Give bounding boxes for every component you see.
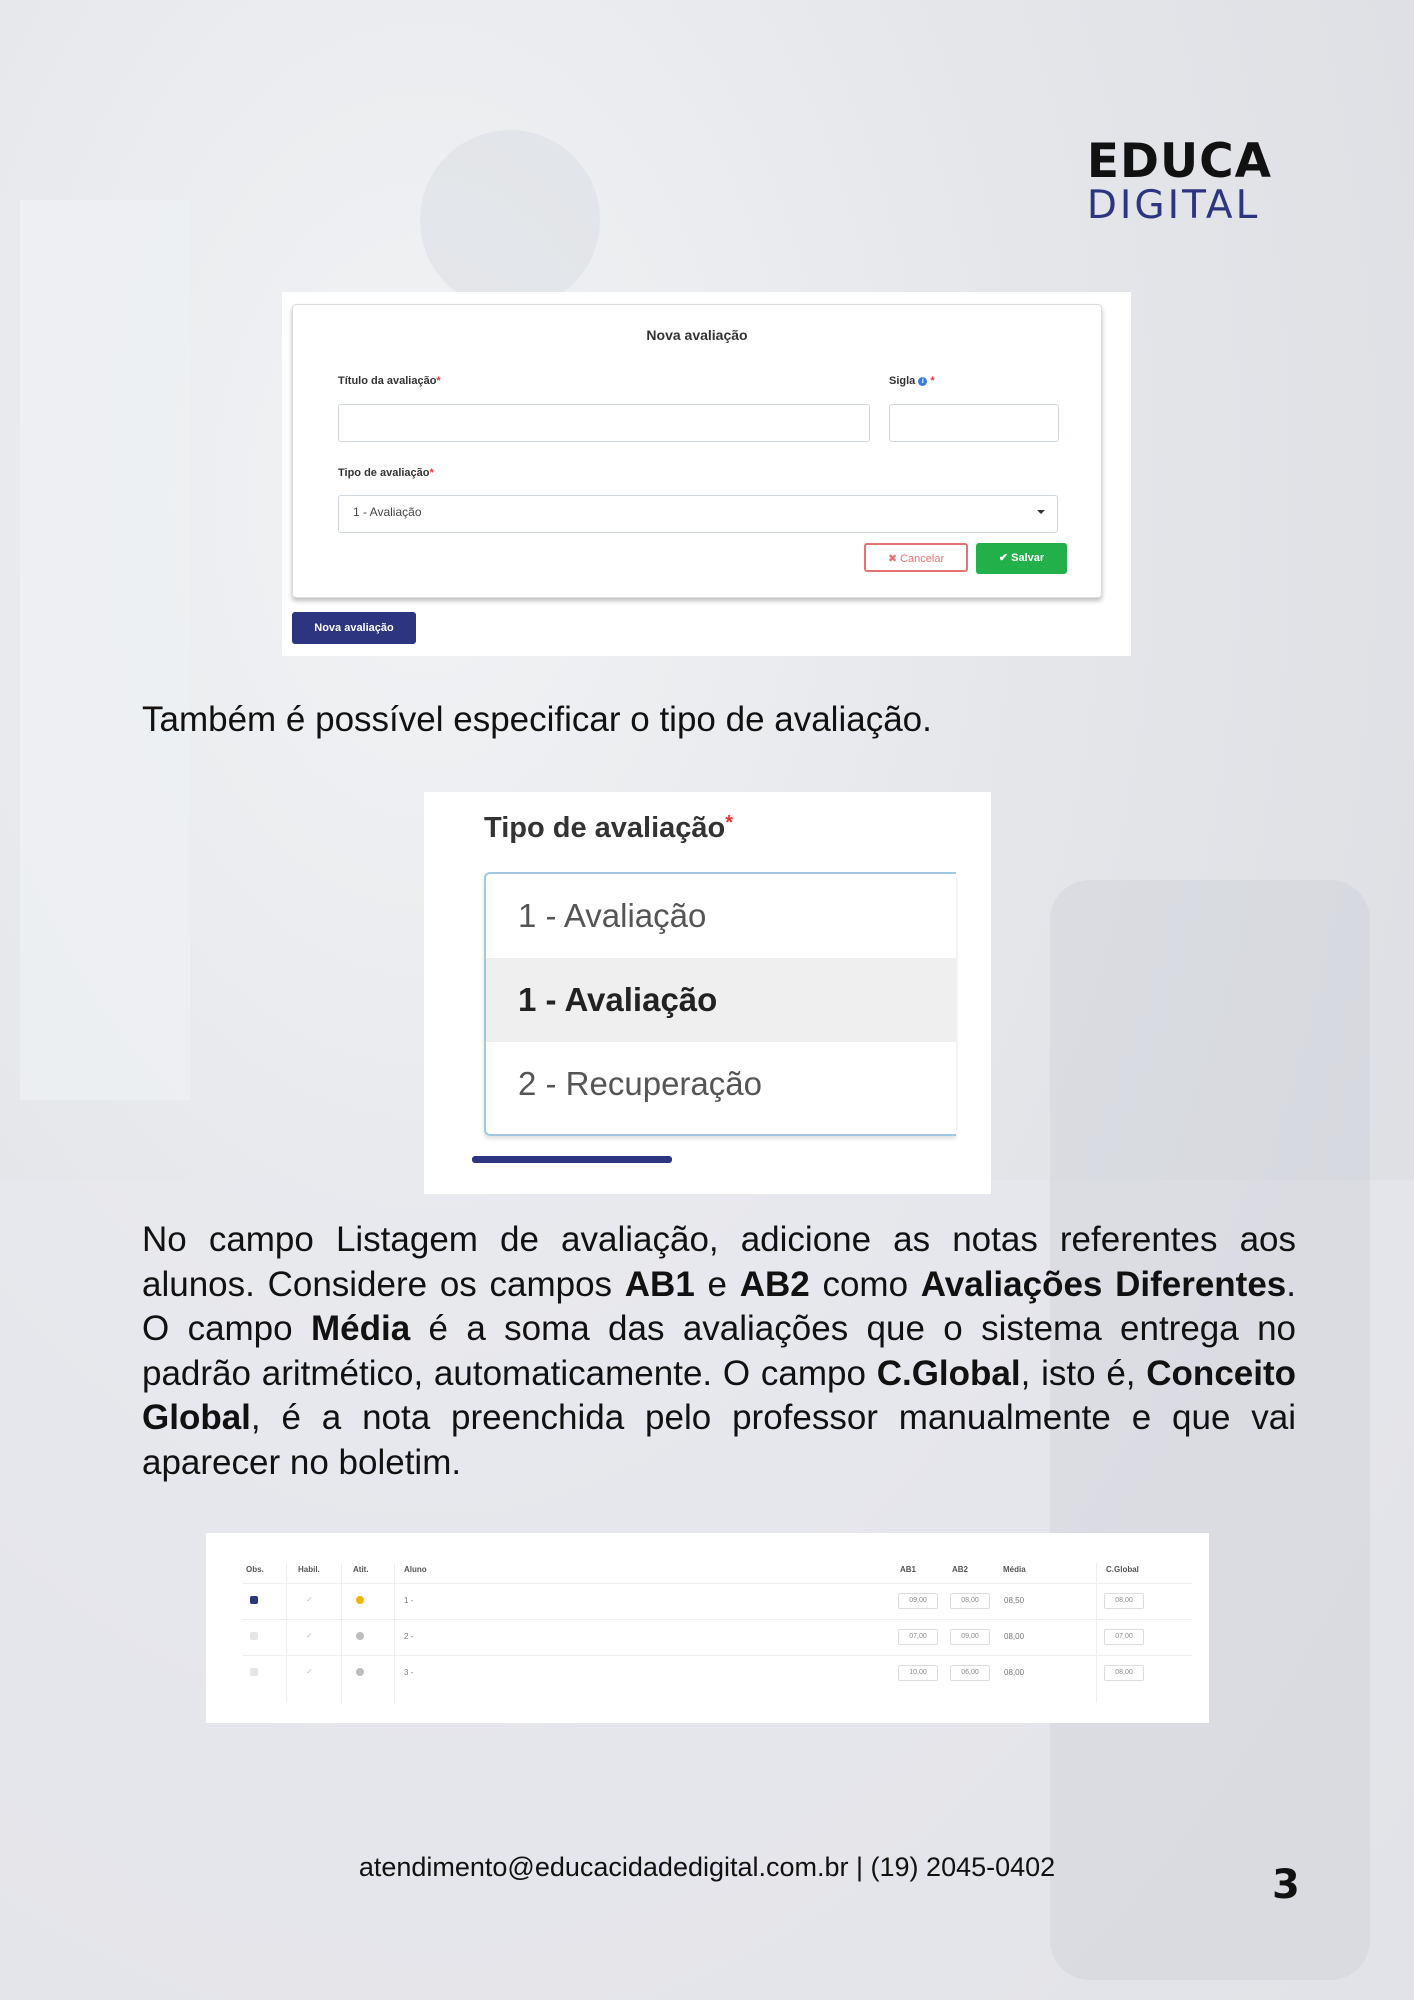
title-field-label-text: Título da avaliação bbox=[338, 375, 437, 387]
text: como bbox=[809, 1264, 921, 1304]
required-mark: * bbox=[436, 375, 441, 387]
col-header-cglobal: C.Global bbox=[1106, 1565, 1139, 1574]
col-header-atit: Atit. bbox=[353, 1565, 369, 1574]
bold-text: Média bbox=[310, 1309, 411, 1348]
cglobal-input[interactable]: 07,00 bbox=[1104, 1629, 1144, 1645]
paragraph-assessment-type: Também é possível especificar o tipo de avaliação. bbox=[142, 700, 932, 739]
ab1-input[interactable]: 10,00 bbox=[898, 1665, 938, 1681]
bold-text: AB2 bbox=[739, 1264, 810, 1304]
save-button[interactable]: ✔ Salvar bbox=[976, 543, 1067, 574]
required-mark: * bbox=[429, 467, 434, 479]
background-lamp bbox=[420, 130, 600, 310]
logo-top-text: EDUCA bbox=[1086, 134, 1272, 189]
media-value: 08,00 bbox=[1004, 1668, 1025, 1677]
modal-title: Nova avaliação bbox=[646, 327, 748, 343]
bold-text: AB1 bbox=[624, 1264, 695, 1304]
text: No campo Listagem de avaliação, adicione as notas referentes aos alunos. Considere os campos bbox=[142, 1220, 1296, 1304]
col-header-media: Média bbox=[1003, 1565, 1026, 1574]
assessment-type-dropdown-screenshot bbox=[424, 792, 991, 1194]
student-name: 2 - bbox=[404, 1632, 414, 1641]
student-name: 3 - bbox=[404, 1668, 414, 1677]
dropdown-option[interactable]: 2 - Recuperação bbox=[518, 1065, 762, 1102]
logo-bottom-text: DIGITAL bbox=[1086, 183, 1261, 228]
bold-text: Conceito Global bbox=[142, 1353, 1297, 1437]
check-icon: ✓ bbox=[306, 1631, 313, 1640]
column-divider bbox=[286, 1563, 287, 1703]
cglobal-input[interactable]: 08,00 bbox=[1104, 1665, 1144, 1681]
new-assessment-modal bbox=[292, 304, 1102, 598]
student-name: 1 - bbox=[404, 1596, 414, 1605]
button-edge bbox=[472, 1156, 672, 1163]
text: , isto é, bbox=[1020, 1353, 1147, 1393]
sigla-field-label-text: Sigla bbox=[889, 375, 916, 387]
title-field-label bbox=[338, 375, 441, 387]
dropdown-label-text: Tipo de avaliação bbox=[484, 812, 726, 844]
text: , é a nota preenchida pelo professor manualmente e que vai aparecer no boletim. bbox=[142, 1398, 1296, 1482]
caret-down-icon bbox=[1037, 510, 1045, 514]
required-mark: * bbox=[930, 375, 935, 387]
row-divider bbox=[242, 1655, 1192, 1656]
text: . O campo bbox=[142, 1264, 1296, 1348]
type-select-value: 1 - Avaliação bbox=[353, 505, 422, 519]
new-assessment-button[interactable]: Nova avaliação bbox=[292, 612, 416, 644]
media-value: 08,00 bbox=[1004, 1632, 1025, 1641]
type-field-label-text: Tipo de avaliação bbox=[338, 467, 430, 479]
row-divider bbox=[242, 1619, 1192, 1620]
text: e bbox=[694, 1264, 740, 1304]
educa-digital-logo bbox=[1086, 134, 1272, 228]
title-input[interactable] bbox=[338, 404, 870, 442]
col-header-habil: Habil. bbox=[298, 1565, 320, 1574]
page-number: 3 bbox=[1272, 1862, 1300, 1908]
media-value: 08,50 bbox=[1004, 1596, 1025, 1605]
info-icon[interactable]: i bbox=[918, 377, 927, 386]
row-divider bbox=[242, 1583, 1192, 1584]
ab1-input[interactable]: 09,00 bbox=[898, 1593, 938, 1609]
sigla-field-label bbox=[889, 375, 935, 387]
type-field-label bbox=[338, 467, 434, 479]
check-icon: ✓ bbox=[306, 1667, 313, 1676]
col-header-ab2: AB2 bbox=[952, 1565, 969, 1574]
observation-icon[interactable] bbox=[250, 1632, 258, 1640]
observation-icon[interactable] bbox=[250, 1668, 258, 1676]
text: é a soma das avaliações que o sistema entrega no padrão aritmético, automaticamente. O campo bbox=[142, 1309, 1296, 1393]
dropdown-label bbox=[484, 812, 733, 845]
type-select[interactable] bbox=[338, 495, 1058, 533]
ab2-input[interactable]: 06,00 bbox=[950, 1665, 990, 1681]
dropdown-option-selected[interactable]: 1 - Avaliação bbox=[486, 958, 956, 1042]
emoji-face-icon[interactable] bbox=[356, 1596, 364, 1604]
dropdown-option[interactable]: 1 - Avaliação bbox=[518, 897, 707, 934]
grade-listing-table-screenshot bbox=[206, 1533, 1209, 1723]
dropdown-list bbox=[484, 872, 956, 1136]
col-header-aluno: Aluno bbox=[404, 1565, 427, 1574]
new-assessment-modal-screenshot bbox=[282, 292, 1131, 656]
background-window bbox=[20, 200, 190, 1100]
paragraph-grade-listing bbox=[142, 1218, 1296, 1485]
column-divider bbox=[1096, 1563, 1097, 1703]
column-divider bbox=[394, 1563, 395, 1703]
ab2-input[interactable]: 09,00 bbox=[950, 1629, 990, 1645]
cancel-button[interactable]: ✖ Cancelar bbox=[864, 543, 968, 572]
emoji-face-icon[interactable] bbox=[356, 1668, 364, 1676]
footer-contact: atendimento@educacidadedigital.com.br | (19) 2045-0402 bbox=[358, 1852, 1056, 1882]
sigla-input[interactable] bbox=[889, 404, 1059, 442]
check-icon: ✓ bbox=[306, 1595, 313, 1604]
col-header-obs: Obs. bbox=[246, 1565, 264, 1574]
bold-text: C.Global bbox=[876, 1353, 1021, 1393]
bold-text: Avaliações Diferentes bbox=[920, 1264, 1287, 1304]
cglobal-input[interactable]: 08,00 bbox=[1104, 1593, 1144, 1609]
ab1-input[interactable]: 07,00 bbox=[898, 1629, 938, 1645]
column-divider bbox=[341, 1563, 342, 1703]
ab2-input[interactable]: 08,00 bbox=[950, 1593, 990, 1609]
col-header-ab1: AB1 bbox=[900, 1565, 917, 1574]
required-mark: * bbox=[725, 812, 734, 834]
emoji-face-icon[interactable] bbox=[356, 1632, 364, 1640]
observation-icon[interactable] bbox=[250, 1596, 258, 1604]
